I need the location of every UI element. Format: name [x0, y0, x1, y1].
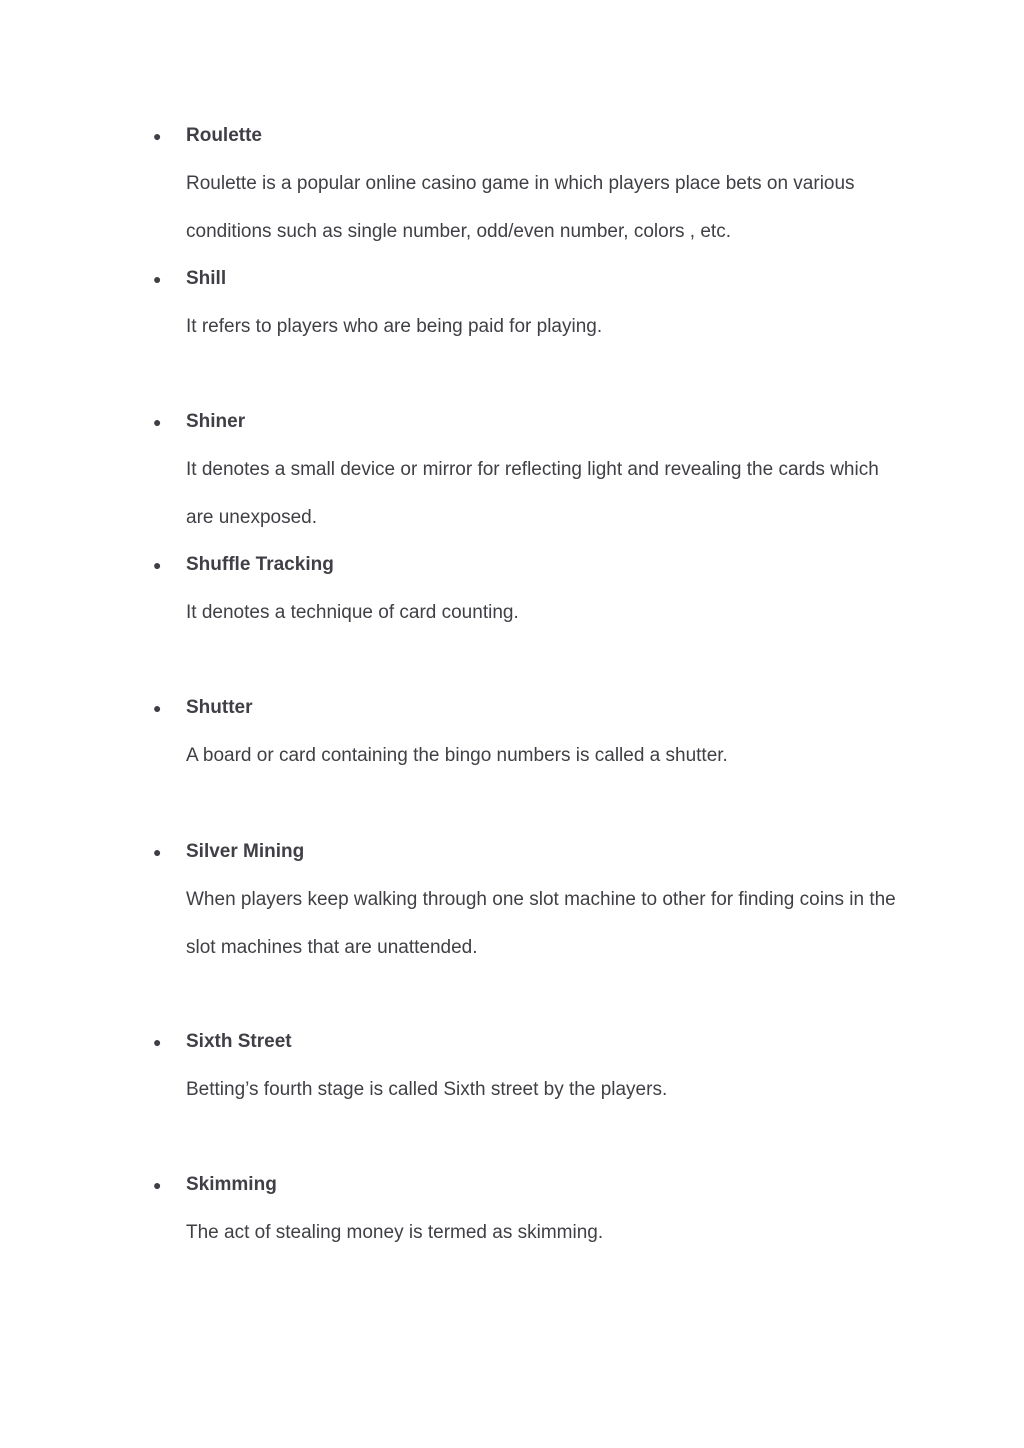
term-definition: It denotes a small device or mirror for reflecting light and revealing the cards which are unexposed.: [186, 459, 879, 528]
bullet-icon: ●: [153, 700, 162, 716]
term-definition: The act of stealing money is termed as skimming.: [186, 1222, 604, 1243]
term-definition: Betting’s fourth stage is called Sixth street by the players.: [186, 1079, 668, 1100]
bullet-icon: ●: [153, 271, 162, 287]
bullet-icon: ●: [153, 128, 162, 144]
term-heading: Roulette: [186, 125, 262, 146]
bullet-icon: ●: [153, 1034, 162, 1050]
term-heading: Shiner: [186, 411, 246, 432]
term-heading: Shill: [186, 268, 227, 289]
term-heading: Sixth Street: [186, 1031, 292, 1052]
bullet-icon: ●: [153, 844, 162, 860]
term-definition: It refers to players who are being paid for playing.: [186, 316, 603, 337]
term-heading: Skimming: [186, 1174, 277, 1195]
term-definition: Roulette is a popular online casino game in which players place bets on various conditions such as single number, odd/even number, colors , etc.: [186, 173, 855, 242]
term-heading: Shuffle Tracking: [186, 554, 334, 575]
term-definition: A board or card containing the bingo numbers is called a shutter.: [186, 745, 728, 766]
bullet-icon: ●: [153, 414, 162, 430]
term-heading: Silver Mining: [186, 841, 305, 862]
term-definition: It denotes a technique of card counting.: [186, 602, 519, 623]
bullet-icon: ●: [153, 1177, 162, 1193]
term-definition: When players keep walking through one slot machine to other for finding coins in the slot machines that are unattended.: [186, 889, 896, 958]
bullet-icon: ●: [153, 557, 162, 573]
term-heading: Shutter: [186, 697, 253, 718]
